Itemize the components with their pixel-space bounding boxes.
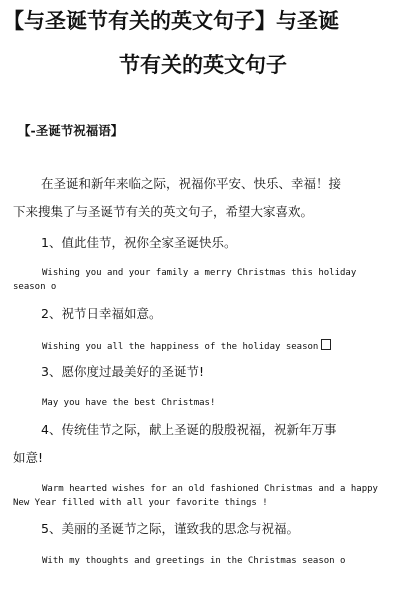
item-1-english-line-1: Wishing you and your family a merry Christmas this holiday (42, 268, 357, 278)
item-2-chinese: 2、祝节日幸福如意。 (41, 306, 162, 321)
item-4-chinese-line-1: 4、传统佳节之际，献上圣诞的殷殷祝福，祝新年万事 (41, 422, 337, 437)
item-2-english-text: Wishing you all the happiness of the holiday season (42, 342, 319, 352)
item-1-english-line-2: season o (13, 282, 57, 292)
item-2-english (42, 339, 331, 354)
item-3-chinese: 3、愿你度过最美好的圣诞节! (41, 364, 204, 379)
item-3-english: May you have the best Christmas! (42, 398, 216, 408)
page-title-line-2: 节有关的英文句子 (119, 53, 287, 77)
item-4-chinese-line-2: 如意! (13, 450, 44, 465)
page-title-line-1: 【与圣诞节有关的英文句子】与圣诞 (3, 9, 339, 33)
item-5-chinese: 5、美丽的圣诞节之际，谨致我的思念与祝福。 (41, 521, 299, 536)
item-4-english-line-1: Warm hearted wishes for an old fashioned Christmas and a happy (42, 484, 378, 494)
item-1-chinese: 1、值此佳节，祝你全家圣诞快乐。 (41, 235, 237, 250)
item-5-english: With my thoughts and greetings in the Christmas season o (42, 556, 346, 566)
intro-line-2: 下来搜集了与圣诞节有关的英文句子，希望大家喜欢。 (13, 204, 314, 219)
section-heading: 【-圣诞节祝福语】 (18, 123, 124, 138)
missing-glyph-box-icon (321, 339, 331, 350)
item-4-english-line-2: New Year filled with all your favorite things ! (13, 498, 268, 508)
intro-line-1: 在圣诞和新年来临之际，祝福你平安、快乐、幸福！接 (41, 176, 342, 191)
